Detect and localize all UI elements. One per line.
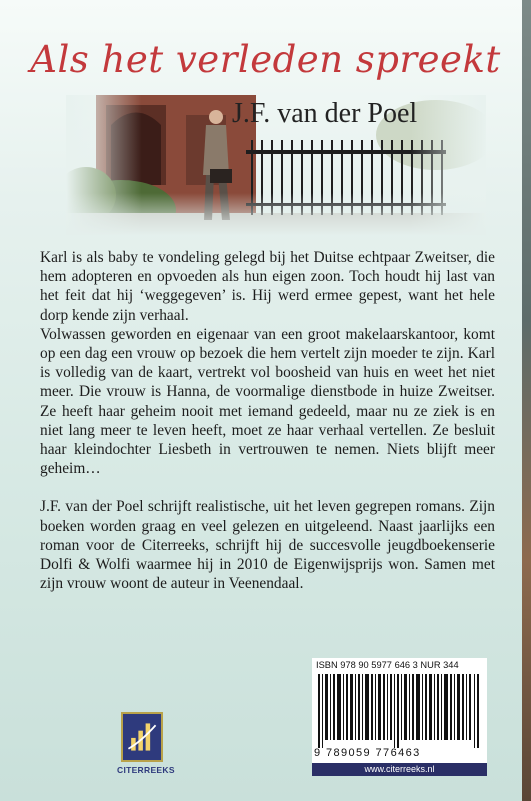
blurb-paragraph: Volwassen geworden en eigenaar van een groot makelaarskantoor, komt op een dag een vrouw op bezoek die hem vertelt zijn moeder te zijn. Karl is volledig van de kaart, vertrekt vol boosheid van huis en weet het niet meer. Die vrouw is Hanna, de voormalige dienstbode in huize Zweitser. Ze heeft haar geheim nooit met iemand gedeeld, maar nu ze ziek is en niet lang meer te leven heeft, moet ze haar verhaal vertellen. Ze besluit haar kleindochter Liesbeth in vertrouwen te nemen. Niets blijft meer geheim… xyxy=(40,325,495,478)
author-bio: J.F. van der Poel schrijft realistische, uit het leven gegrepen romans. Zijn boeken worden graag en veel gelezen en uitgeleend. Naast jaarlijks een roman voor de Citerreeks, schrijft hij de succesvolle jeugdboekenserie Dolfi & Wolfi waarmee hij in 2010 de Eigenwijsprijs won. Samen met zijn vrouw woont de auteur in Veenendaal. xyxy=(40,498,495,593)
barcode-digits: 9 789059 776463 xyxy=(314,747,421,759)
barcode-icon xyxy=(316,674,482,748)
isbn-line: ISBN 978 90 5977 646 3 NUR 344 xyxy=(316,660,459,670)
barcode-panel xyxy=(312,658,487,776)
citerreeks-logo-icon xyxy=(121,712,163,762)
publisher-logo xyxy=(117,712,175,788)
blurb xyxy=(40,248,495,593)
book-title: Als het verleden spreekt xyxy=(30,38,501,81)
publisher-name: CITERREEKS xyxy=(117,765,175,775)
author-name: J.F. van der Poel xyxy=(232,98,418,129)
publisher-website: www.citerreeks.nl xyxy=(312,763,487,776)
blurb-paragraph: Karl is als baby te vondeling gelegd bij het Duitse echtpaar Zweitser, die hem adopteren en opvoeden als hun eigen zoon. Toch houdt hij last van het feit dat hij ‘weggegeven’ is. Hij werd ermee gepest, want het hele dorp kende zijn verhaal. xyxy=(40,249,495,324)
spine-edge xyxy=(522,0,531,801)
